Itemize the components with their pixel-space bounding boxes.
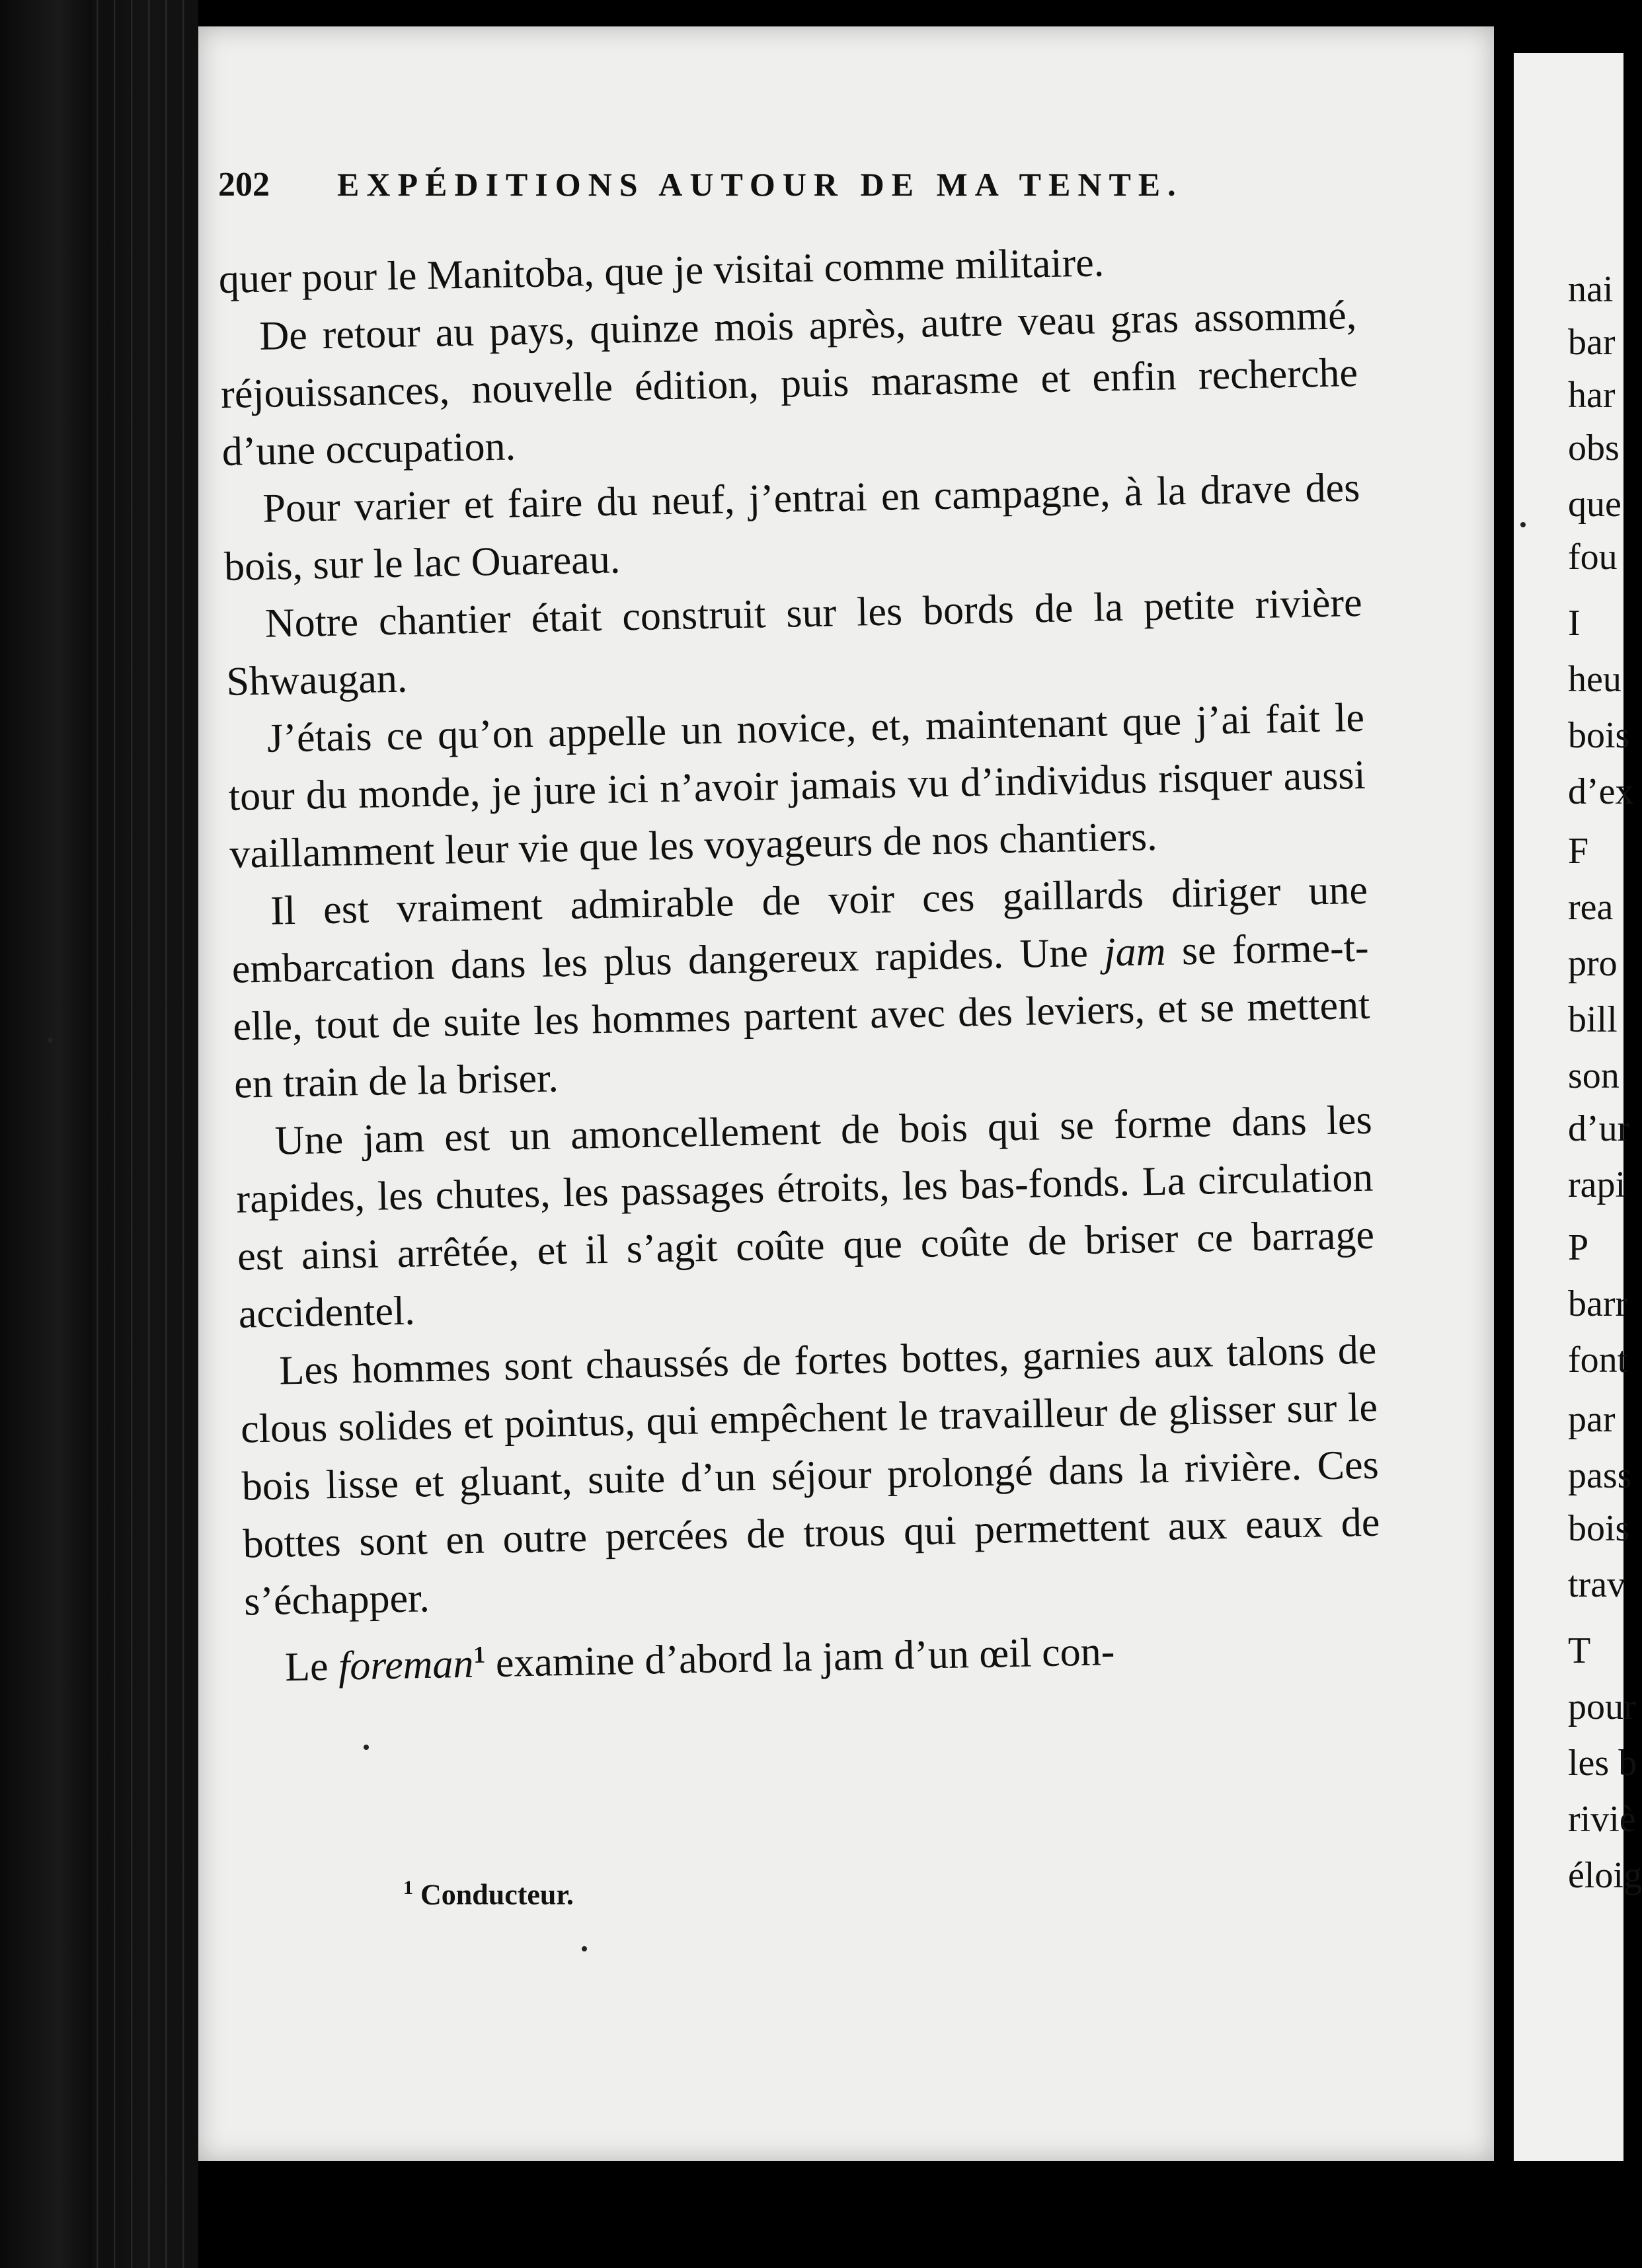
- paragraph: [230, 862, 1371, 1114]
- scan-speck: [1520, 522, 1526, 527]
- paragraph: Les hommes sont chaussés de fortes bottes, garnies aux talons de clous solides et pointus, qui empêchent le travailleur de glisser sur le bois lisse et gluant, suite d’un séjour prolongé dans la rivière. Ces bottes sont en outre percées de trous qui permettent aux eaux de s’échapper.: [240, 1327, 1380, 1624]
- page-number: 202: [218, 166, 270, 204]
- facing-fragment: P: [1568, 1227, 1589, 1268]
- scan-speck: [48, 1038, 53, 1043]
- facing-fragment: d’ur: [1568, 1108, 1630, 1149]
- facing-fragment: pour: [1568, 1686, 1636, 1727]
- italic-term: jam: [1103, 928, 1167, 975]
- book-edge: [93, 0, 198, 2268]
- facing-fragment: font: [1568, 1340, 1628, 1380]
- paragraph: Une jam est un amoncellement de bois qui se forme dans les rapides, les chutes, les passages étroits, les bas-fonds. La circulation est ainsi arrêtée, et il s’agit coûte que coûte de briser ce barrage accidentel.: [235, 1097, 1375, 1337]
- facing-fragment: obs: [1568, 428, 1620, 469]
- facing-fragment: heu: [1568, 659, 1622, 700]
- scan-speck: [582, 1946, 587, 1951]
- text-run: Il est vraiment admirable de voir ces gaillards diriger une embarcation dans les plus dangereux rapides. Une: [231, 867, 1368, 992]
- italic-term: foreman: [338, 1641, 475, 1689]
- facing-fragment: barr: [1568, 1283, 1628, 1324]
- footnote-ref: 1: [473, 1641, 486, 1668]
- facing-fragment: T: [1568, 1630, 1591, 1671]
- facing-fragment: bois: [1568, 1508, 1630, 1549]
- footnote-text: Conducteur.: [420, 1878, 574, 1911]
- paragraph: Notre chantier était construit sur les bords de la petite rivière Shwaugan.: [225, 580, 1363, 704]
- facing-fragment: bar: [1568, 322, 1616, 363]
- paragraph: quer pour le Manitoba, que je visitai comme militaire.: [218, 240, 1105, 302]
- facing-fragment: pro: [1568, 943, 1618, 984]
- footnote: [403, 1877, 574, 1912]
- facing-fragment: F: [1568, 831, 1589, 872]
- paragraph: J’étais ce qu’on appelle un novice, et, maintenant que j’ai fait le tour du monde, je jure ici n’avoir jamais vu d’individus risquer aussi vaillamment leur vie que les voyageurs de nos chantiers.: [228, 695, 1366, 877]
- facing-fragment: rea: [1568, 887, 1614, 928]
- facing-fragment: les b: [1568, 1743, 1637, 1784]
- facing-fragment: d’ex: [1568, 771, 1634, 812]
- facing-fragment: par: [1568, 1399, 1616, 1440]
- paragraph: Pour varier et faire du neuf, j’entrai en campagne, à la drave des bois, sur le lac Ouareau.: [223, 465, 1360, 589]
- facing-fragment: trav: [1568, 1564, 1626, 1605]
- page-gutter: [1494, 0, 1514, 2268]
- footnote-marker: 1: [403, 1877, 413, 1899]
- facing-fragment: riviè: [1568, 1799, 1636, 1840]
- facing-fragment: har: [1568, 375, 1616, 416]
- facing-fragment: nai: [1568, 269, 1614, 310]
- text-run: se forme-t-elle, tout de suite les hommes partent avec des leviers, et se mettent en train de la briser.: [232, 925, 1370, 1107]
- facing-page: [1514, 53, 1642, 2161]
- scan-bottom-border: [198, 2161, 1623, 2268]
- facing-fragment: son: [1568, 1055, 1620, 1096]
- facing-fragment: rapi: [1568, 1164, 1626, 1205]
- facing-fragment: I: [1568, 603, 1581, 644]
- body-text: [218, 229, 1383, 1697]
- scan-speck: [364, 1745, 369, 1750]
- facing-fragment: pass: [1568, 1455, 1632, 1496]
- facing-fragment: que: [1568, 484, 1622, 525]
- facing-fragment: fou: [1568, 537, 1618, 578]
- facing-fragment: éloig: [1568, 1855, 1642, 1896]
- running-head: [218, 165, 1355, 211]
- text-run: Le: [284, 1644, 329, 1690]
- paragraph: De retour au pays, quinze mois après, autre veau gras assommé, réjouissances, nouvelle édition, puis marasme et enfin recherche d’une occupation.: [220, 292, 1358, 474]
- running-title: EXPÉDITIONS AUTOUR DE MA TENTE.: [337, 166, 1183, 203]
- facing-fragment: bill: [1568, 999, 1618, 1040]
- facing-fragment: bois: [1568, 715, 1630, 756]
- text-run: examine d’abord la jam d’un œil con-: [495, 1629, 1115, 1686]
